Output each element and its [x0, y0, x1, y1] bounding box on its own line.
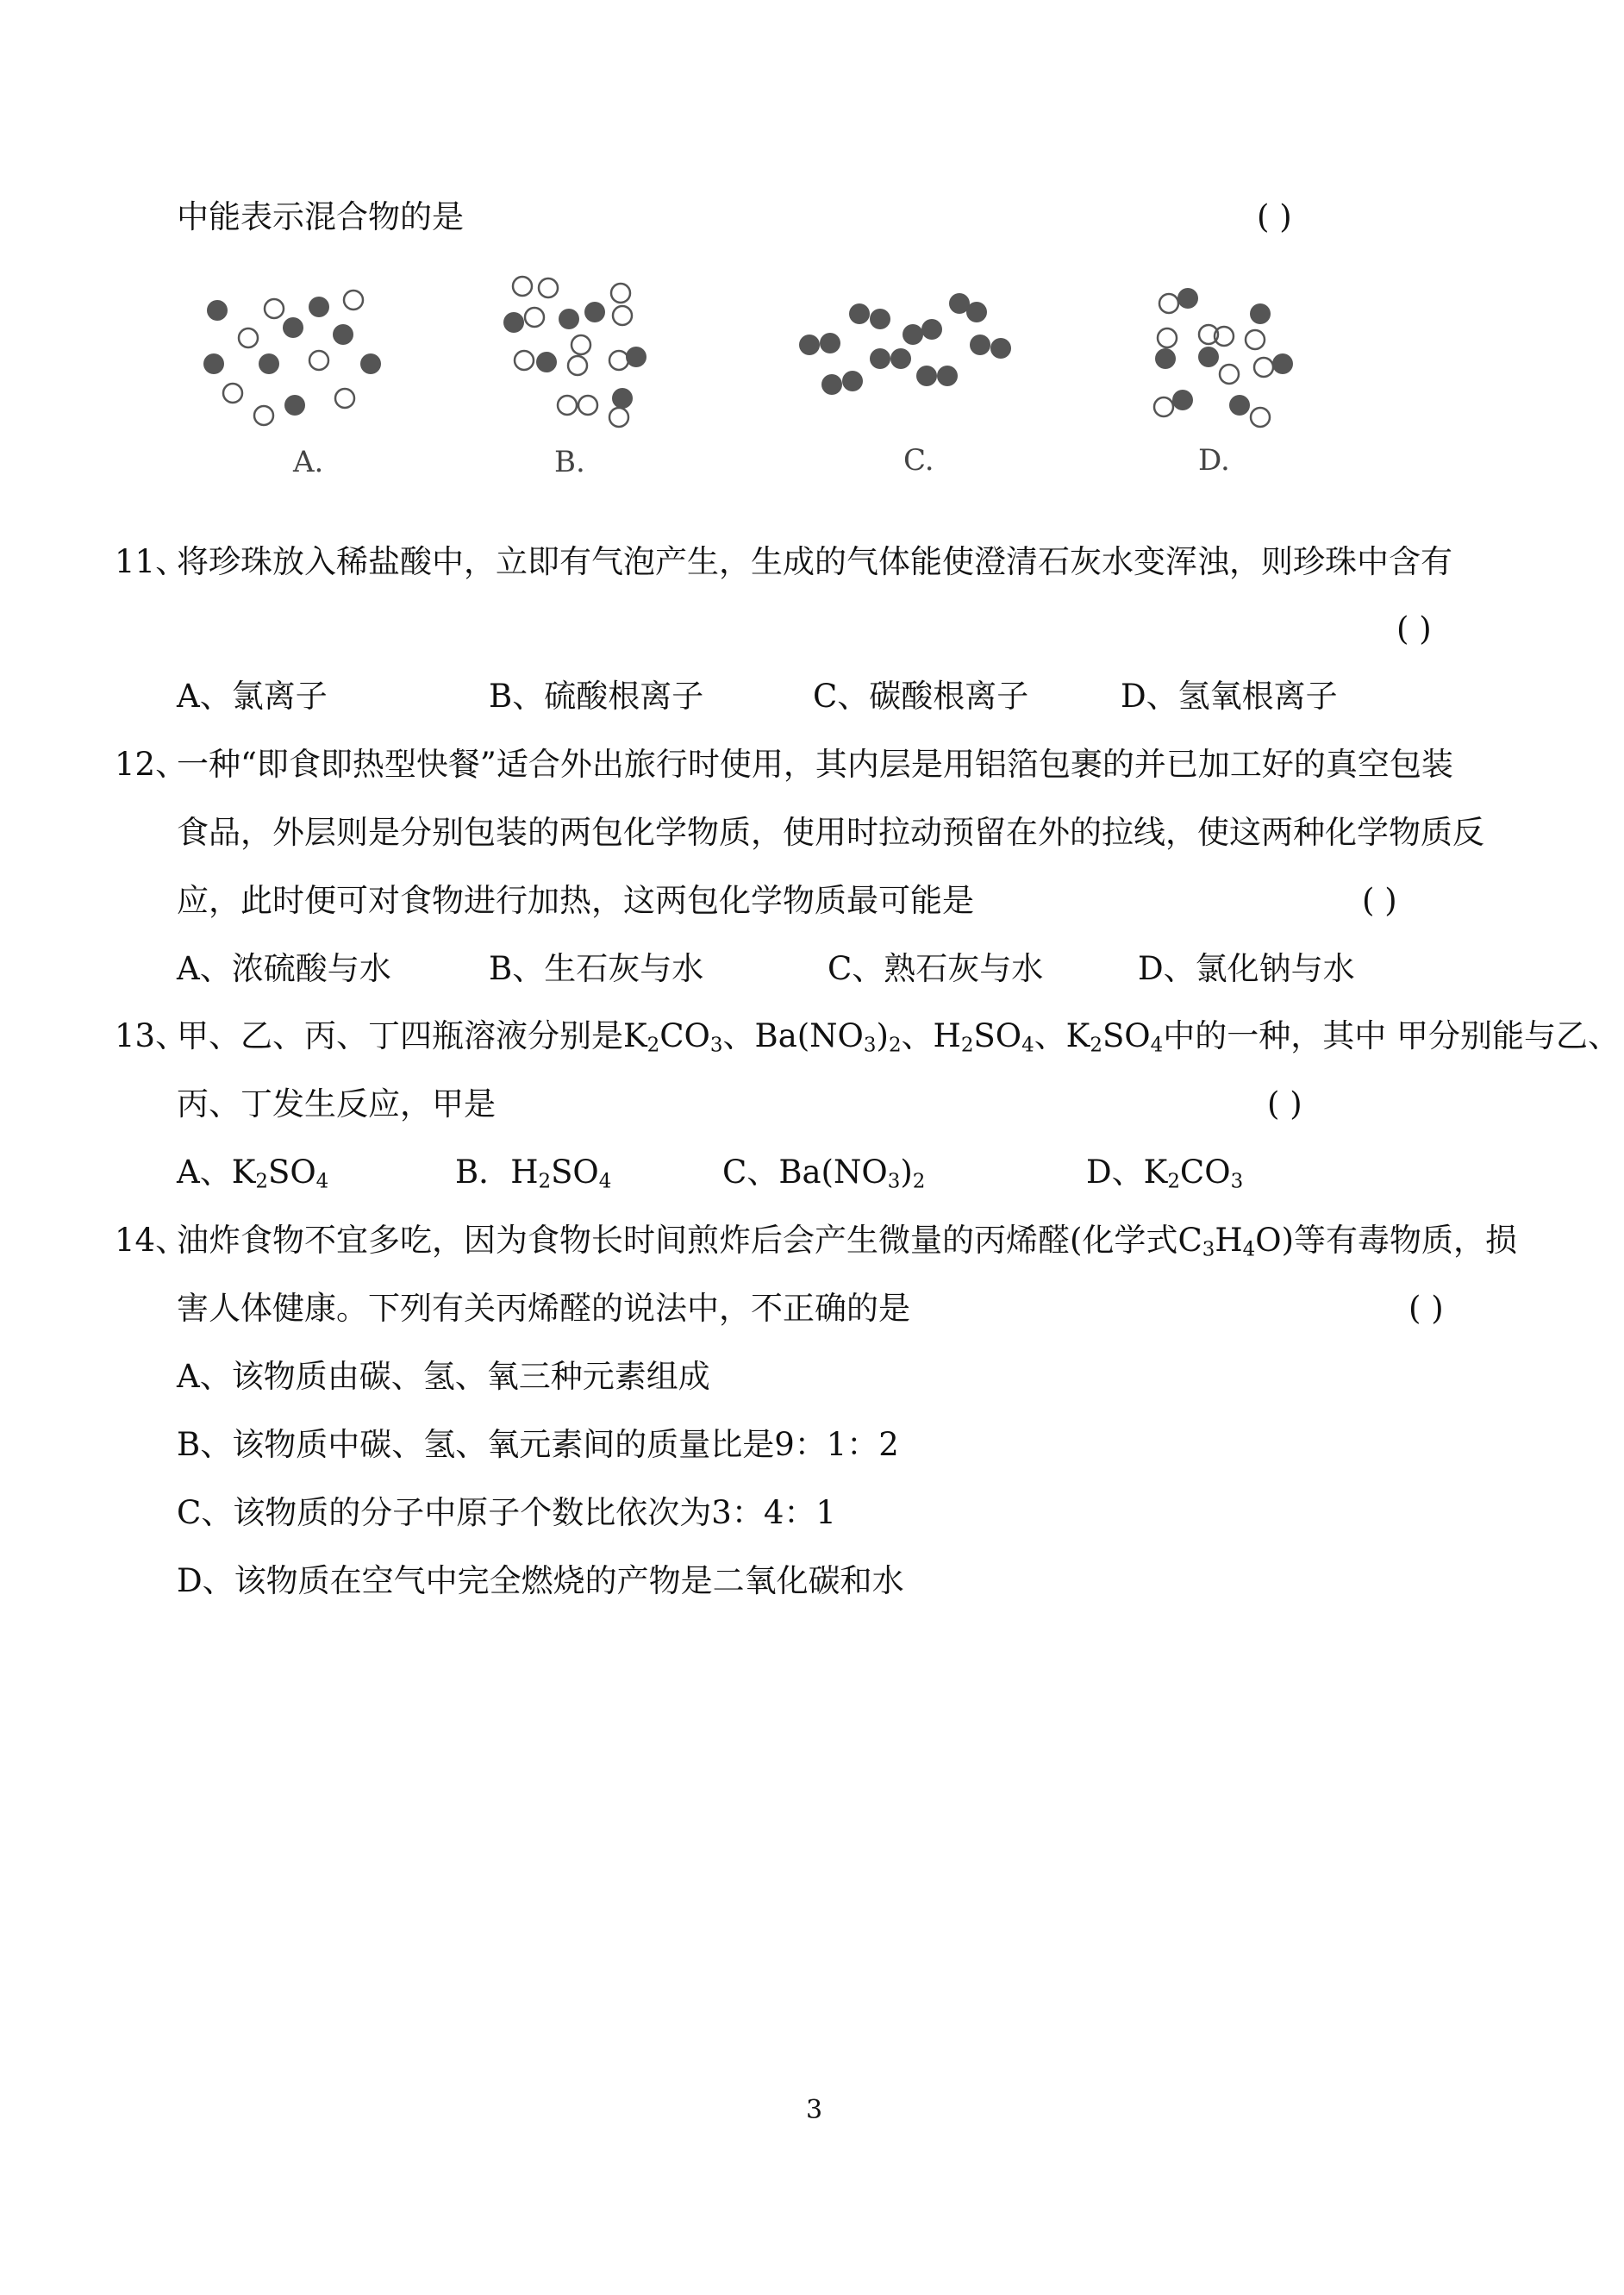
q10-figure-d-label: D.: [1198, 443, 1230, 478]
q12-option-a: A、浓硫酸与水: [177, 950, 391, 987]
q13-option-c: C、$Ba(NO_3)_2$: [722, 1154, 926, 1193]
q12-line-1: 一种“即食即热型快餐”适合外出旅行时使用，其内层是用铝箔包裹的并已加工好的真空包装: [177, 746, 1453, 783]
q10-figure-d: [1138, 278, 1310, 433]
q12-line-3: 应，此时便可对食物进行加热，这两包化学物质最可能是: [177, 882, 974, 919]
q13-answer-paren: ( ): [1267, 1085, 1302, 1122]
q11-option-c: C、碳酸根离子: [813, 678, 1029, 715]
q11-option-a: A、氯离子: [177, 678, 328, 715]
q10-figure-c-label: C.: [903, 443, 934, 478]
q14-answer-paren: ( ): [1409, 1290, 1444, 1327]
q13-line-2: 丙、丁发生反应，甲是: [177, 1085, 496, 1122]
q12-option-c: C、熟石灰与水: [828, 950, 1044, 987]
q14-option-c: C、该物质的分子中原子个数比依次为3：4：1: [177, 1494, 836, 1531]
page-number: 3: [806, 2095, 823, 2125]
q13-option-d: D、$K_2CO_3$: [1086, 1154, 1244, 1193]
q13-option-b: B．$H_2SO_4$: [455, 1154, 612, 1193]
q12-answer-paren: ( ): [1362, 882, 1397, 919]
q13-number: 13、: [115, 1017, 188, 1054]
q14-line-2: 害人体健康。下列有关丙烯醛的说法中，不正确的是: [177, 1290, 910, 1327]
q12-line-2: 食品，外层则是分别包装的两包化学物质，使用时拉动预留在外的拉线，使这两种化学物质反: [177, 814, 1484, 851]
q11-option-d: D、氢氧根离子: [1121, 678, 1338, 715]
q11-option-b: B、硫酸根离子: [489, 678, 704, 715]
q10-stem-tail: 中能表示混合物的是: [177, 198, 464, 235]
q11-stem: 将珍珠放入稀盐酸中，立即有气泡产生，生成的气体能使澄清石灰水变浑浊，则珍珠中含有: [177, 543, 1452, 580]
q12-option-b: B、生石灰与水: [489, 950, 704, 987]
q10-answer-paren: ( ): [1257, 198, 1292, 235]
q10-figure-a: [198, 285, 397, 440]
q11-number: 11、: [115, 543, 188, 580]
q11-answer-paren: ( ): [1396, 610, 1432, 647]
q10-figure-a-label: A.: [293, 445, 324, 479]
q14-line-1: 油炸食物不宜多吃，因为食物长时间煎炸后会产生微量的丙烯醛(化学式$C_3H_4O$)等有毒物质，损: [177, 1222, 1517, 1261]
q10-figure-b: [498, 274, 662, 438]
q14-number: 14、: [115, 1222, 188, 1259]
q14-option-a: A、该物质由碳、氢、氧三种元素组成: [177, 1358, 710, 1395]
q10-figure-b-label: B.: [554, 445, 585, 479]
q12-option-d: D、氯化钠与水: [1138, 950, 1355, 987]
q10-figure-c: [797, 286, 1021, 407]
q14-option-b: B、该物质中碳、氢、氧元素间的质量比是9：1：2: [177, 1426, 899, 1463]
q12-number: 12、: [115, 746, 188, 783]
q13-line-1: 甲、乙、丙、丁四瓶溶液分别是$K_2CO_3$、$Ba(NO_3)_2$、$H_2SO_4$、$K_2SO_4$中的一种，其中 甲分别能与乙、: [177, 1017, 1620, 1057]
q13-option-a: A、$K_2SO_4$: [177, 1154, 329, 1193]
q14-option-d: D、该物质在空气中完全燃烧的产物是二氧化碳和水: [177, 1562, 904, 1599]
